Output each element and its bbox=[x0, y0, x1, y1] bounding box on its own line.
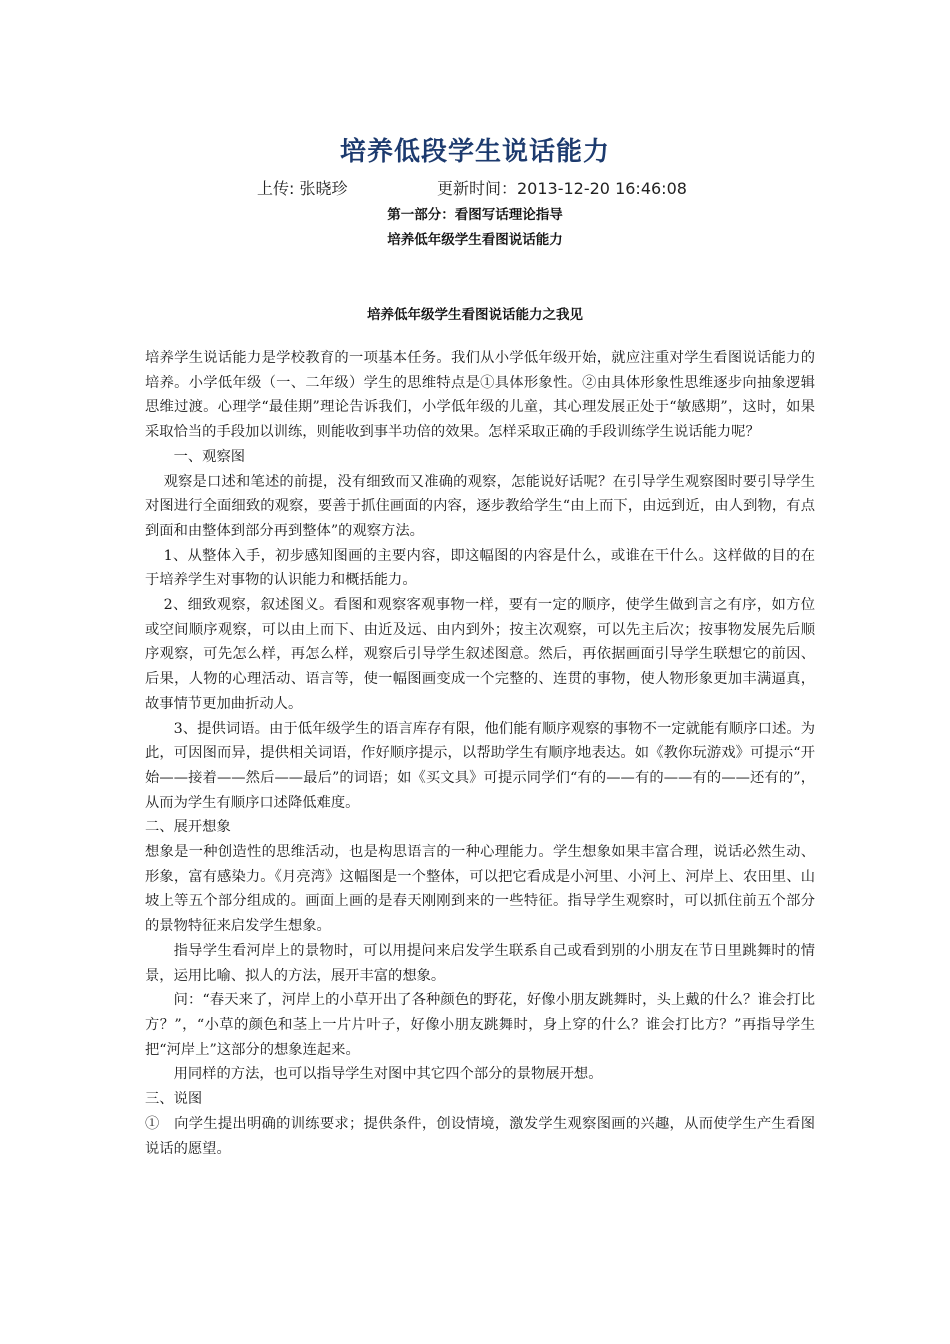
paragraph-same-method: 用同样的方法，也可以指导学生对图中其它四个部分的景物展开想。 bbox=[173, 1066, 603, 1083]
paragraph-observe: 观察是口述和笔述的前提，没有细致而又准确的观察，怎能说好话呢？在引导学生观察图时要引导学生对图进行全面细致的观察，要善于抓住画面的内容，逐步教给学生“由上而下，由远到近，由人到物，有点到面和由整体到部分再到整体”的观察方法。 bbox=[145, 473, 815, 539]
subtitle-part-one: 第一部分：看图写话理论指导 bbox=[387, 207, 563, 223]
meta-line bbox=[257, 176, 687, 199]
heading-describe: 三、说图 bbox=[145, 1091, 203, 1108]
subtitle-topic: 培养低年级学生看图说话能力 bbox=[387, 232, 563, 248]
update-time: 更新时间：2013-12-20 16:46:08 bbox=[437, 179, 687, 198]
paragraph-questions: 问：“春天来了，河岸上的小草开出了各种颜色的野花，好像小朋友跳舞时，头上戴的什么？谁会打比方？”，“小草的颜色和茎上一片片叶子，好像小朋友跳舞时，身上穿的什么？谁会打比方？”再指导学生把“河岸上”这部分的想象连起来。 bbox=[145, 992, 815, 1058]
paragraph-point-1: 1、从整体入手，初步感知图画的主要内容，即这幅图的内容是什么，或谁在干什么。这样做的目的在于培养学生对事物的认识能力和概括能力。 bbox=[145, 547, 815, 589]
paragraph-riverbank: 指导学生看河岸上的景物时，可以用提问来启发学生联系自己或看到别的小朋友在节日里跳舞时的情景，运用比喻、拟人的方法，展开丰富的想象。 bbox=[145, 942, 815, 984]
paragraph-intro: 培养学生说话能力是学校教育的一项基本任务。我们从小学低年级开始，就应注重对学生看图说话能力的培养。小学低年级（一、二年级）学生的思维特点是①具体形象性。②由具体形象性思维逐步向抽象逻辑思维过渡。心理学“最佳期”理论告诉我们，小学低年级的儿童，其心理发展正处于“敏感期”，这时，如果采取恰当的手段加以训练，则能收到事半功倍的效果。怎样采取正确的手段训练学生说话能力呢？ bbox=[145, 350, 815, 441]
paragraph-point-2: 2、细致观察，叙述图义。看图和观察客观事物一样，要有一定的顺序，使学生做到言之有序，如方位或空间顺序观察，可以由上而下、由近及远、由内到外；按主次观察，可以先主后次；按事物发展先后顺序观察，可先怎么样，再怎么样，观察后引导学生叙述图意。然后，再依据画面引导学生联想它的前因、后果，人物的心理活动、语言等，使一幅图画变成一个完整的、连贯的事物，使人物形象更加丰满逼真，故事情节更加曲折动人。 bbox=[145, 597, 815, 712]
paragraph-imagine: 想象是一种创造性的思维活动，也是构思语言的一种心理能力。学生想象如果丰富合理，说话必然生动、形象，富有感染力。《月亮湾》这幅图是一个整体，可以把它看成是小河里、小河上、河岸上、农田里、山坡上等五个部分组成的。画面上画的是春天刚刚到来的一些特征。指导学生观察时，可以抓住前五个部分的景物特征来启发学生想象。 bbox=[145, 844, 815, 935]
paragraph-describe-1: ① 向学生提出明确的训练要求；提供条件，创设情境，激发学生观察图画的兴趣，从而使学生产生看图说话的愿望。 bbox=[145, 1115, 815, 1157]
page-title: 培养低段学生说话能力 bbox=[339, 137, 610, 167]
uploader: 上传: 张晓珍 bbox=[257, 179, 348, 198]
essay-heading: 培养低年级学生看图说话能力之我见 bbox=[367, 307, 583, 323]
heading-imagine: 二、展开想象 bbox=[145, 819, 231, 836]
paragraph-point-3: 3、提供词语。由于低年级学生的语言库存有限，他们能有顺序观察的事物不一定就能有顺序口述。为此，可因图而异，提供相关词语，作好顺序提示，以帮助学生有顺序地表达。如《教你玩游戏》可提示“开始——接着——然后——最后”的词语；如《买文具》可提示同学们“有的——有的——有的——还有的”，从而为学生有顺序口述降低难度。 bbox=[145, 720, 815, 811]
article-body bbox=[145, 346, 815, 1161]
heading-observe: 一、观察图 bbox=[173, 448, 246, 465]
